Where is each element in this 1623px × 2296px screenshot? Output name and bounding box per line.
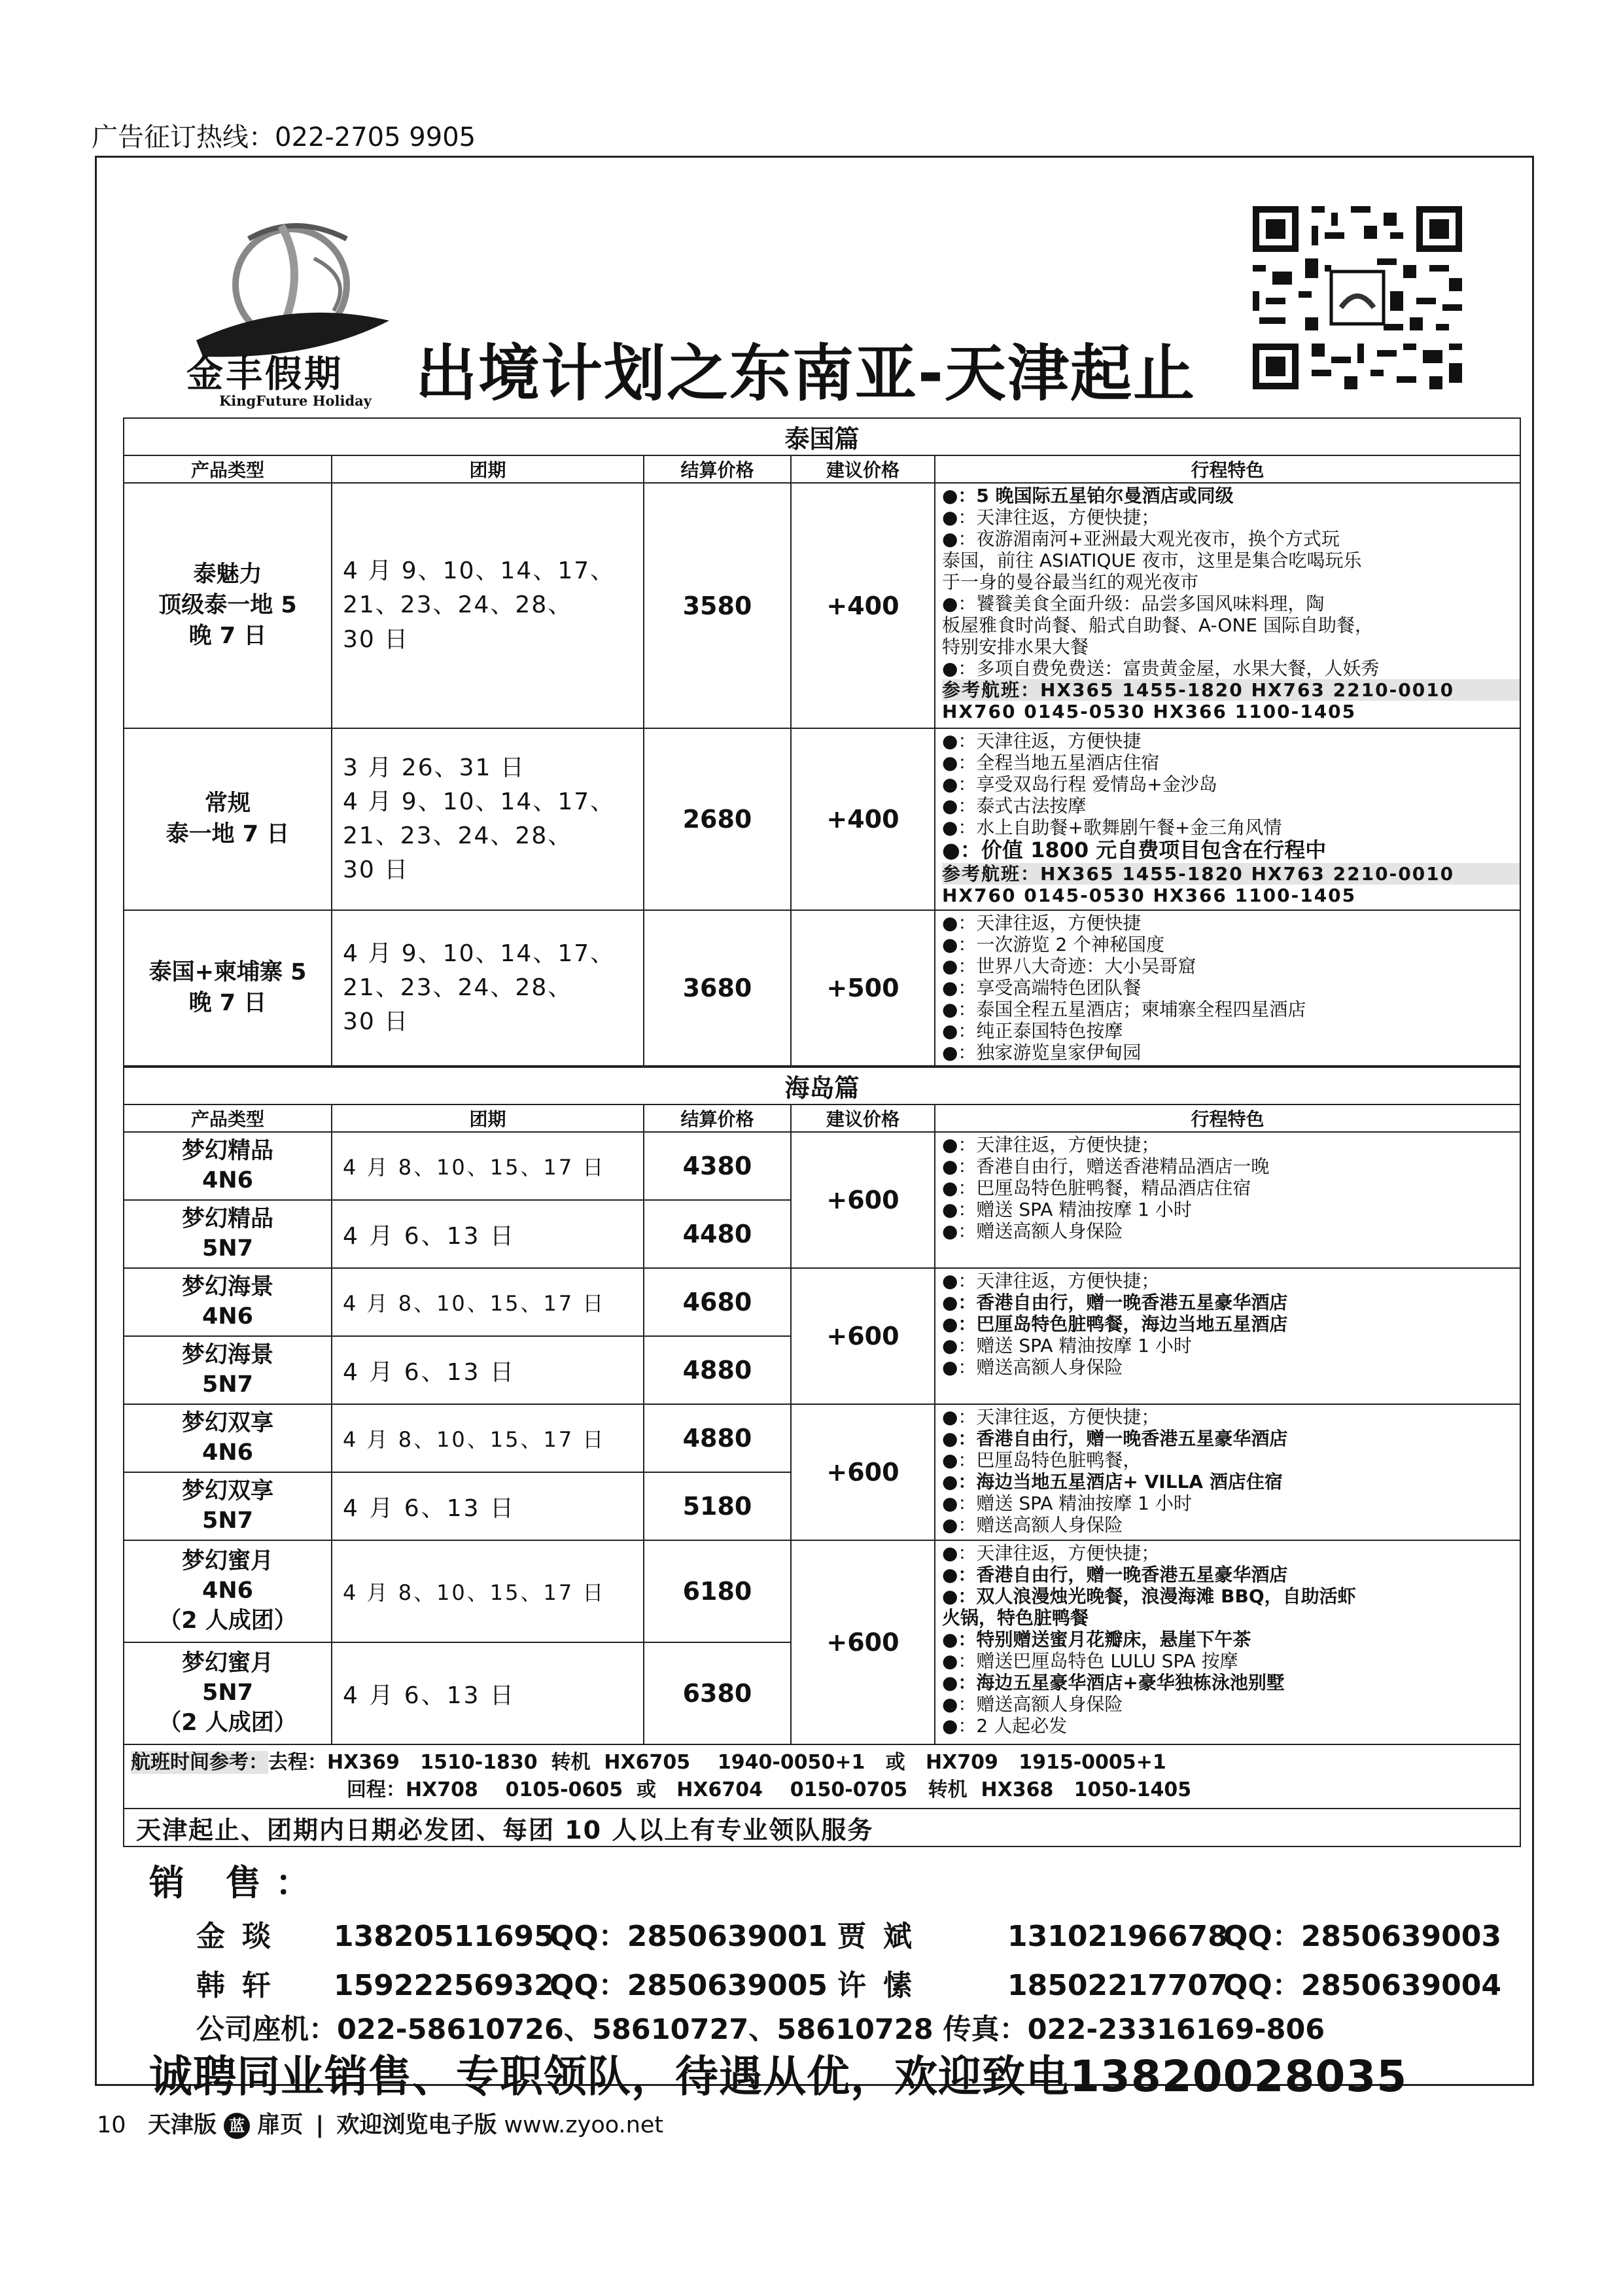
feature-item: ●：夜游湄南河+亚洲最大观光夜市，换个方式玩 [942, 528, 1340, 550]
product-name-line: 常规 [204, 790, 251, 817]
sales-phone[interactable]: 15922256932 [334, 1969, 554, 2002]
product-name-line: 4N6 [202, 1303, 253, 1330]
suggested-price: +400 [791, 728, 935, 910]
product-name-line: （2 人成团） [158, 1607, 297, 1634]
feature-item: ●：巴厘岛特色脏鸭餐， [942, 1449, 1142, 1472]
tour-dates: 4 月 6、13 日 [332, 1200, 644, 1268]
feature-item: ●：赠送高额人身保险 [942, 1514, 1123, 1536]
product-name-line: 4N6 [202, 1578, 253, 1604]
tour-dates: 4 月 9、10、14、17、 21、23、24、28、 30 日 [332, 483, 644, 728]
tour-dates: 3 月 26、31 日 4 月 9、10、14、17、 21、23、24、28、 30 日 [332, 728, 644, 910]
settlement-price: 6380 [644, 1642, 791, 1744]
tour-dates: 4 月 8、10、15、17 日 [332, 1132, 644, 1200]
tour-dates: 4 月 8、10、15、17 日 [332, 1268, 644, 1336]
product-name-line: 顶级泰一地 5 [158, 592, 297, 618]
feature-item: ●：赠送高额人身保险 [942, 1693, 1123, 1716]
tour-dates: 4 月 6、13 日 [332, 1472, 644, 1540]
col-header: 产品类型 [124, 1104, 332, 1132]
thailand-table [123, 417, 1521, 1067]
features [935, 1268, 1520, 1404]
feature-item: ●：赠送 SPA 精油按摩 1 小时 [942, 1492, 1192, 1515]
feature-item: ●：双人浪漫烛光晚餐，浪漫海滩 BBQ，自助活虾 [942, 1585, 1356, 1608]
feature-item: ●：巴厘岛特色脏鸭餐，精品酒店住宿 [942, 1177, 1251, 1199]
feature-item: ●：5 晚国际五星铂尔曼酒店或同级 [942, 485, 1234, 506]
sales-qq: QQ：2850639005 [550, 1969, 828, 2002]
feature-item: ●：纯正泰国特色按摩 [942, 1020, 1123, 1042]
features [935, 910, 1520, 1066]
table-row [124, 1268, 1520, 1336]
feature-item: ●：天津往返，方便快捷 [942, 730, 1142, 752]
section-name: 扉页 [257, 2112, 304, 2138]
feature-item: ●：赠送高额人身保险 [942, 1356, 1123, 1379]
feature-item: ●：饕餮美食全面升级：品尝多国风味料理，陶 [942, 593, 1325, 615]
feature-item: ●：海边当地五星酒店+ VILLA 酒店住宿 [942, 1471, 1283, 1493]
product-name-line: 梦幻精品 [181, 1137, 273, 1164]
flight-reference-row [124, 1744, 1520, 1809]
feature-item: ●：特别赠送蜜月花瓣床，悬崖下午茶 [942, 1629, 1251, 1651]
tour-dates: 4 月 6、13 日 [332, 1642, 644, 1744]
feature-item: ●：香港自由行，赠一晚香港五星豪华酒店 [942, 1292, 1288, 1314]
section-title: 泰国篇 [124, 418, 1520, 455]
feature-item: ●：香港自由行，赠一晚香港五星豪华酒店 [942, 1428, 1288, 1450]
settlement-price: 4680 [644, 1268, 791, 1336]
sales-qq: QQ：2850639001 [550, 1920, 828, 1953]
feature-item: ●：全程当地五星酒店住宿 [942, 752, 1160, 774]
settlement-price: 2680 [644, 728, 791, 910]
col-header: 结算价格 [644, 1104, 791, 1132]
feature-item: ●：赠送巴厘岛特色 LULU SPA 按摩 [942, 1650, 1238, 1672]
qr-code[interactable] [1246, 200, 1469, 396]
table-header [124, 455, 1520, 483]
tour-dates: 4 月 8、10、15、17 日 [332, 1540, 644, 1642]
suggested-price: +600 [791, 1404, 935, 1540]
tour-dates: 4 月 9、10、14、17、 21、23、24、28、 30 日 [332, 910, 644, 1066]
suggested-price: +600 [791, 1268, 935, 1404]
col-header: 结算价格 [644, 455, 791, 483]
sales-name: 韩轩 [196, 1969, 288, 2002]
feature-item: 于一身的曼谷最当红的观光夜市 [942, 571, 1199, 593]
feature-item: ●：赠送 SPA 精油按摩 1 小时 [942, 1199, 1192, 1221]
product-name-line: 梦幻海景 [181, 1273, 273, 1300]
footnote: 天津起止、团期内日期必发团、每团 10 人以上有专业领队服务 [124, 1809, 1520, 1846]
page-title: 出境计划之东南亚-天津起止 [415, 338, 1196, 410]
sales-qq: QQ：2850639003 [1223, 1920, 1501, 1953]
flight-ref-back: 回程：HX708 0105-0605 或 HX6704 0150-0705 转机 HX368 1050-1405 [347, 1778, 1192, 1801]
product-name-line: 梦幻双享 [181, 1477, 273, 1504]
logo-english-name: KingFuture Holiday [219, 393, 372, 409]
product-name-line: 梦幻蜜月 [181, 1650, 273, 1676]
product-name-line: 泰魅力 [193, 561, 262, 588]
features [935, 728, 1520, 910]
table-row [124, 1404, 1520, 1472]
col-header: 团期 [332, 1104, 644, 1132]
table-row [124, 1132, 1520, 1200]
product-name-line: 4N6 [202, 1167, 253, 1193]
product-name-line: 晚 7 日 [188, 623, 267, 650]
website-link[interactable]: www.zyoo.net [504, 2112, 664, 2138]
settlement-price: 4880 [644, 1336, 791, 1404]
feature-item: 火锅，特色脏鸭餐 [942, 1607, 1089, 1629]
settlement-price: 3580 [644, 483, 791, 728]
feature-item: ●：天津往返，方便快捷； [942, 1406, 1160, 1428]
feature-item: ●：2 人起必发 [942, 1715, 1068, 1737]
feature-item: ●：泰国全程五星酒店；柬埔寨全程四星酒店 [942, 998, 1306, 1021]
tour-dates: 4 月 6、13 日 [332, 1336, 644, 1404]
feature-item: ●：天津往返，方便快捷； [942, 1542, 1160, 1564]
feature-item: ●：巴厘岛特色脏鸭餐，海边当地五星酒店 [942, 1313, 1288, 1335]
suggested-price: +500 [791, 910, 935, 1066]
settlement-price: 6180 [644, 1540, 791, 1642]
feature-item: ●：独家游览皇家伊甸园 [942, 1042, 1142, 1064]
product-name-line: 5N7 [202, 1371, 253, 1398]
product-name-line: 4N6 [202, 1439, 253, 1466]
product-name-line: （2 人成团） [158, 1709, 297, 1736]
product-name-line: 5N7 [202, 1508, 253, 1534]
feature-item: 板屋雅食时尚餐、船式自助餐、A-ONE 国际自助餐， [942, 614, 1374, 637]
product-name-line: 泰一地 7 日 [166, 821, 290, 847]
feature-item: ●：天津往返，方便快捷 [942, 912, 1142, 934]
feature-item: ●：天津往返，方便快捷； [942, 506, 1160, 529]
col-header: 行程特色 [935, 1104, 1520, 1132]
sales-row [196, 1913, 1501, 1954]
sales-qq: QQ：2850639004 [1223, 1969, 1501, 2002]
settlement-price: 5180 [644, 1472, 791, 1540]
feature-item: ●：香港自由行，赠送香港精品酒店一晚 [942, 1156, 1270, 1178]
features [935, 1540, 1520, 1744]
feature-item: ●：海边五星豪华酒店+豪华独栋泳池别墅 [942, 1672, 1285, 1694]
settlement-price: 4380 [644, 1132, 791, 1200]
flight-ref-label: 航班时间参考： [131, 1751, 268, 1774]
sales-name: 许愫 [837, 1969, 929, 2002]
features [935, 1132, 1520, 1268]
edition-badge-icon: 蓝 [224, 2113, 250, 2139]
suggested-price: +600 [791, 1132, 935, 1268]
sales-row [196, 1962, 1501, 2004]
table-row [124, 728, 1520, 910]
feature-item: ●：多项自费免费送：富贵黄金屋，水果大餐，人妖秀 [942, 658, 1380, 680]
ad-hotline: 广告征订热线：022-2705 9905 [92, 122, 476, 152]
flight-reference: HX760 0145-0530 HX366 1100-1405 [942, 701, 1357, 723]
col-header: 建议价格 [791, 455, 935, 483]
recruitment-banner: 诚聘同业销售、专职领队，待遇从优，欢迎致电13820028035 [149, 2051, 1408, 2102]
table-row [124, 1540, 1520, 1642]
feature-item: ●：赠送 SPA 精油按摩 1 小时 [942, 1335, 1192, 1357]
feature-item: ●：天津往返，方便快捷； [942, 1134, 1160, 1156]
product-name-line: 5N7 [202, 1680, 253, 1706]
flight-ref-out: 去程：HX369 1510-1830 转机 HX6705 1940-0050+1 或 HX709 1915-0005+1 [268, 1751, 1166, 1774]
feature-item: ●：泰式古法按摩 [942, 795, 1087, 817]
footnote-row [124, 1809, 1520, 1846]
feature-item: ●：世界八大奇迹：大小吴哥窟 [942, 955, 1196, 978]
feature-item: ●：赠送高额人身保险 [942, 1220, 1123, 1243]
sales-title: 销 售： [149, 1862, 325, 1903]
product-name-line: 5N7 [202, 1235, 253, 1262]
page-footer: 10 天津版 蓝 扉页 | 欢迎浏览电子版 www.zyoo.net [97, 2112, 664, 2138]
flight-reference: 参考航班：HX365 1455-1820 HX763 2210-0010 [942, 679, 1520, 701]
sales-name: 金琰 [196, 1920, 288, 1953]
table-row [124, 483, 1520, 728]
features [935, 483, 1520, 728]
suggested-price: +600 [791, 1540, 935, 1744]
feature-item: ●：水上自助餐+歌舞剧午餐+金三角风情 [942, 817, 1282, 839]
sales-name: 贾斌 [837, 1920, 929, 1953]
suggested-price: +400 [791, 483, 935, 728]
col-header: 团期 [332, 455, 644, 483]
welcome-text: 欢迎浏览电子版 [336, 2112, 497, 2138]
col-header: 产品类型 [124, 455, 332, 483]
feature-item: ●：享受高端特色团队餐 [942, 977, 1142, 999]
table-header [124, 1104, 1520, 1132]
feature-item: ●：天津往返，方便快捷； [942, 1270, 1160, 1292]
feature-item: ●：价值 1800 元自费项目包含在行程中 [942, 838, 1327, 863]
settlement-price: 4880 [644, 1404, 791, 1472]
col-header: 建议价格 [791, 1104, 935, 1132]
island-table [123, 1067, 1521, 1847]
product-name-line: 梦幻精品 [181, 1205, 273, 1232]
feature-item: ●：香港自由行，赠一晚香港五星豪华酒店 [942, 1564, 1288, 1586]
feature-item: 泰国，前往 ASIATIQUE 夜市，这里是集合吃喝玩乐 [942, 550, 1362, 572]
edition-name: 天津版 [147, 2112, 217, 2138]
flight-reference: 参考航班：HX365 1455-1820 HX763 2210-0010 [942, 863, 1520, 885]
feature-item: 特别安排水果大餐 [942, 636, 1089, 658]
product-name-line: 梦幻双享 [181, 1409, 273, 1436]
product-name-line: 梦幻蜜月 [181, 1547, 273, 1574]
logo-name: 金丰假期 [186, 353, 343, 396]
settlement-price: 3680 [644, 910, 791, 1066]
feature-item: ●：享受双岛行程 爱情岛+金沙岛 [942, 773, 1217, 796]
flight-reference: HX760 0145-0530 HX366 1100-1405 [942, 884, 1357, 906]
company-contact: 公司座机：022-58610726、58610727、58610728 传真：022-23316169-806 [196, 2013, 1325, 2046]
tour-dates: 4 月 8、10、15、17 日 [332, 1404, 644, 1472]
product-name-line: 泰国+柬埔寨 5 [148, 959, 307, 985]
section-title: 海岛篇 [124, 1067, 1520, 1104]
page-number: 10 [97, 2112, 126, 2138]
feature-item: ●：一次游览 2 个神秘国度 [942, 934, 1165, 956]
sales-phone[interactable]: 13102196678 [1007, 1920, 1228, 1953]
col-header: 行程特色 [935, 455, 1520, 483]
sales-phone[interactable]: 18502217707 [1007, 1969, 1228, 2002]
settlement-price: 4480 [644, 1200, 791, 1268]
sales-phone[interactable]: 13820511695 [334, 1920, 554, 1953]
product-name-line: 晚 7 日 [188, 990, 267, 1016]
features [935, 1404, 1520, 1540]
table-row [124, 910, 1520, 1066]
product-name-line: 梦幻海景 [181, 1341, 273, 1368]
